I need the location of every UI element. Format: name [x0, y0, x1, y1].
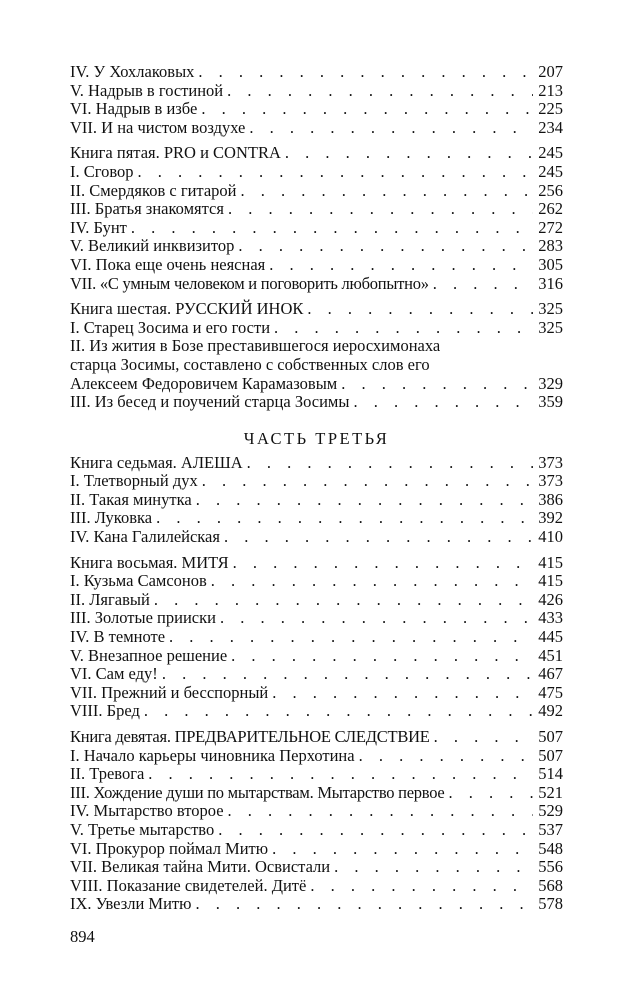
- toc-entry: VII. «С умным человеком и поговорить любопытно» . . . 316: [70, 275, 563, 294]
- toc-entry: I. Тлетворный дух . . . 373: [70, 472, 563, 491]
- toc-entry: II. Тревога . . . 514: [70, 765, 563, 784]
- toc-entry: II. Такая минутка . . . 386: [70, 491, 563, 510]
- toc-entry: IX. Увезли Митю . . . 578: [70, 895, 563, 914]
- toc-entry: II. Смердяков с гитарой . . . 256: [70, 182, 563, 201]
- toc-entry: VII. Великая тайна Мити. Освистали . . . 556: [70, 858, 563, 877]
- toc-entry: IV. Кана Галилейская . . . 410: [70, 528, 563, 547]
- page-number: 894: [70, 927, 95, 946]
- toc-entry: I. Сговор . . . 245: [70, 163, 563, 182]
- toc-entry: III. Из бесед и поучений старца Зосимы . . . 359: [70, 393, 563, 412]
- toc-entry: IV. У Хохлаковых . . . 207: [70, 63, 563, 82]
- toc-entry: VI. Пока еще очень неясная . . . 305: [70, 256, 563, 275]
- book-heading: Книга девятая. ПРЕДВАРИТЕЛЬНОЕ СЛЕДСТВИЕ . . . 507: [70, 728, 563, 747]
- toc-entry: VII. Прежний и бесспорный . . . 475: [70, 684, 563, 703]
- toc-entry: III. Луковка . . . 392: [70, 509, 563, 528]
- toc-entry: V. Великий инквизитор . . . 283: [70, 237, 563, 256]
- toc-entry: IV. В темноте . . . 445: [70, 628, 563, 647]
- toc-entry: IV. Мытарство второе . . . 529: [70, 802, 563, 821]
- book-heading: Книга седьмая. АЛЕША . . . 373: [70, 454, 563, 473]
- toc-entry: I. Кузьма Самсонов . . . 415: [70, 572, 563, 591]
- toc-entry: II. Лягавый . . . 426: [70, 591, 563, 610]
- toc-entry: IV. Бунт . . . 272: [70, 219, 563, 238]
- toc-entry: III. Братья знакомятся . . . 262: [70, 200, 563, 219]
- toc-entry: VIII. Бред . . . 492: [70, 702, 563, 721]
- book-heading: Книга пятая. PRO и CONTRA . . . 245: [70, 144, 563, 163]
- toc-entry: V. Внезапное решение . . . 451: [70, 647, 563, 666]
- toc-entry: I. Начало карьеры чиновника Перхотина . . . 507: [70, 747, 563, 766]
- toc-entry-line: старца Зосимы, составлено с собственных слов его: [70, 354, 430, 374]
- toc-entry-line: II. Из жития в Бозе преставившегося иеросхимонаха: [70, 336, 441, 356]
- toc-entry: VII. И на чистом воздухе . . . 234: [70, 119, 563, 138]
- toc-entry: V. Надрыв в гостиной . . . 213: [70, 82, 563, 101]
- toc-entry: III. Золотые прииски . . . 433: [70, 609, 563, 628]
- toc-entry: I. Старец Зосима и его гости . . . 325: [70, 319, 563, 338]
- book-heading: Книга шестая. РУССКИЙ ИНОК . . . 325: [70, 300, 563, 319]
- toc-entry: III. Хождение души по мытарствам. Мытарство первое . . . 521: [70, 784, 563, 803]
- toc-entry: Алексеем Федоровичем Карамазовым . . . 329: [70, 375, 563, 394]
- part-title: ЧАСТЬ ТРЕТЬЯ: [243, 428, 390, 448]
- toc-entry: VI. Прокурор поймал Митю . . . 548: [70, 840, 563, 859]
- toc-entry: VI. Сам еду! . . . 467: [70, 665, 563, 684]
- toc-entry: V. Третье мытарство . . . 537: [70, 821, 563, 840]
- toc-entry: VI. Надрыв в избе . . . 225: [70, 100, 563, 119]
- table-of-contents: [70, 63, 563, 914]
- book-heading: Книга восьмая. МИТЯ . . . 415: [70, 554, 563, 573]
- toc-entry: VIII. Показание свидетелей. Дитё . . . 568: [70, 877, 563, 896]
